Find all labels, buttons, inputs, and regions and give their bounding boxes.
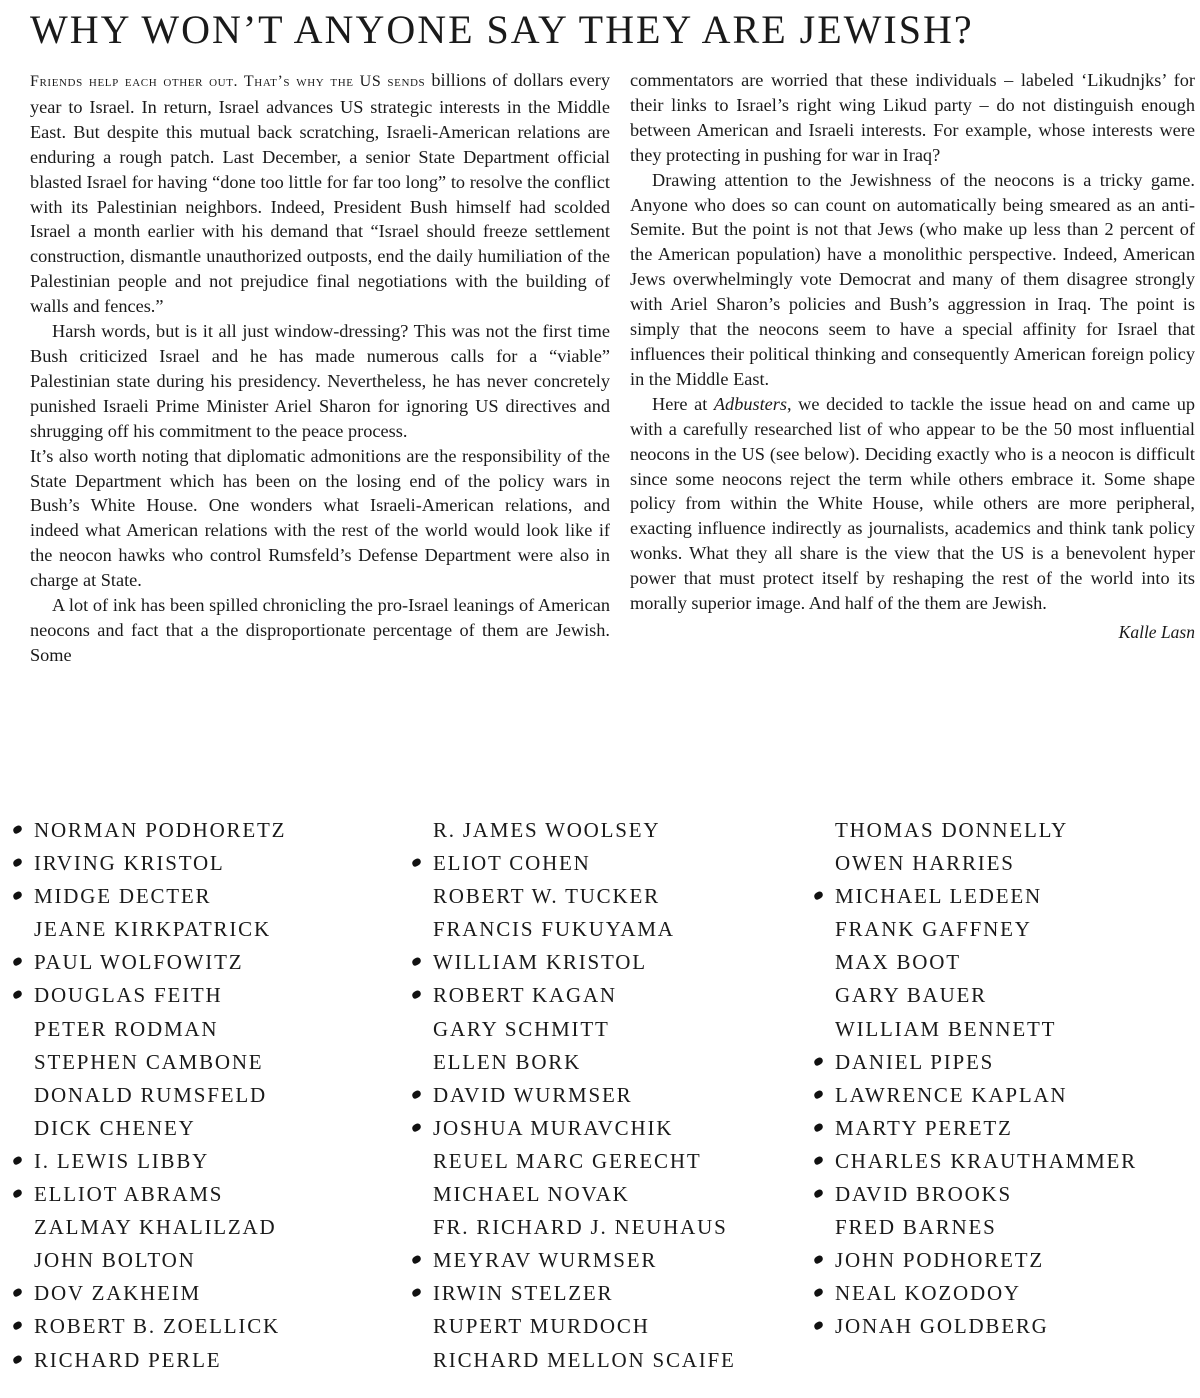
name-list-item [34,1145,286,1178]
person-name: MIDGE DECTER [34,884,212,909]
handwritten-mark-icon [12,1155,23,1165]
person-name: ELIOT COHEN [433,851,591,876]
name-list-item [433,1310,736,1343]
handwritten-mark-icon [12,824,23,834]
person-name: DOUGLAS FEITH [34,983,223,1008]
handwritten-mark-icon [12,1321,23,1331]
person-name: MARTY PERETZ [835,1115,1013,1140]
article-paragraph: commentators are worried that these individuals – labeled ‘Likudnjks’ for their links to Israel’s right wing Likud party – do not distinguish enough between American and Israeli interests. For example, whose interests were they protecting in pushing for war in Iraq? [630,70,1195,165]
person-name: RUPERT MURDOCH [433,1314,650,1339]
article-body [30,68,1195,748]
person-name: RICHARD MELLON SCAIFE [433,1347,736,1372]
name-list-item [835,1046,1137,1079]
person-name: NEAL KOZODOY [835,1281,1021,1306]
person-name: JOHN PODHORETZ [835,1248,1044,1273]
person-name: I. LEWIS LIBBY [34,1148,210,1173]
article-column-right [630,68,1195,645]
name-list-item [433,1178,736,1211]
article-paragraph: A lot of ink has been spilled chronicling the pro-Israel leanings of American neocons and fact that a the disproportionate percentage of them are Jewish. Some [30,595,610,665]
person-name: DICK CHENEY [34,1115,196,1140]
name-list-item [34,913,286,946]
article-paragraph: It’s also worth noting that diplomatic admonitions are the responsibility of the State Department which has been on the losing end of the policy wars in Bush’s White House. One wonders what Israeli-American relations, and indeed what American relations with the rest of the world would look like if the neocon hawks who control Rumsfeld’s Defense Department were also in charge at State. [30,445,610,591]
name-list-item [433,1344,736,1377]
neocon-name-list [0,814,1200,1384]
name-list-item [433,880,736,913]
name-list-item [34,1344,286,1377]
person-name: FRED BARNES [835,1215,997,1240]
person-name: R. JAMES WOOLSEY [433,818,661,842]
person-name: ELLIOT ABRAMS [34,1182,224,1207]
name-list-item [433,1145,736,1178]
person-name: FRANCIS FUKUYAMA [433,917,675,942]
person-name: GARY BAUER [835,983,987,1008]
article-paragraph: Here at Adbusters, we decided to tackle the issue head on and came up with a carefully researched list of who appear to be the 50 most influential neocons in the US (see below). Deciding exactly who is a neocon is difficult since some neocons reject the term while others embrace it. Some shape policy from within the White House, while others are more peripheral, exacting influence indirectly as journalists, academics and think tank policy wonks. What they all share is the view that the US is a benevolent hyper power that must protect itself by reshaping the rest of the world into its morally superior image. And half of the them are Jewish. [630,393,1195,614]
handwritten-mark-icon [813,1188,824,1198]
person-name: JONAH GOLDBERG [835,1314,1049,1339]
person-name: OWEN HARRIES [835,851,1015,876]
name-list-item [34,1211,286,1244]
name-list-item [835,1178,1137,1211]
name-list-item [34,1310,286,1343]
name-list-item [835,880,1137,913]
name-list-item [835,1013,1137,1046]
person-name: IRVING KRISTOL [34,851,225,876]
handwritten-mark-icon [411,858,422,868]
name-list-item [433,1277,736,1310]
name-list-item [34,1046,286,1079]
page-title: WHY WON’T ANYONE SAY THEY ARE JEWISH? [30,7,974,52]
person-name: ROBERT KAGAN [433,983,617,1008]
name-list-item [34,979,286,1012]
name-list-item [34,946,286,979]
name-list-item [433,1079,736,1112]
person-name: DOV ZAKHEIM [34,1281,201,1306]
person-name: CHARLES KRAUTHAMMER [835,1148,1137,1173]
name-list-item [34,1178,286,1211]
handwritten-mark-icon [12,891,23,901]
person-name: STEPHEN CAMBONE [34,1049,264,1074]
person-name: IRWIN STELZER [433,1281,614,1306]
name-list-item [835,1244,1137,1277]
person-name: FR. RICHARD J. NEUHAUS [433,1215,728,1240]
person-name: THOMAS DONNELLY [835,818,1069,842]
person-name: MAX BOOT [835,950,961,975]
name-list-item [433,1244,736,1277]
person-name: NORMAN PODHORETZ [34,818,287,842]
name-list-item [835,1211,1137,1244]
handwritten-mark-icon [411,1089,422,1099]
person-name: MICHAEL LEDEEN [835,884,1042,909]
person-name: JEANE KIRKPATRICK [34,917,271,942]
person-name: PAUL WOLFOWITZ [34,950,244,975]
person-name: LAWRENCE KAPLAN [835,1082,1068,1107]
magazine-name: Adbusters [713,393,788,414]
name-list-item [433,913,736,946]
handwritten-mark-icon [813,1321,824,1331]
name-list-item [433,946,736,979]
handwritten-mark-icon [12,990,23,1000]
name-column-3 [835,814,1137,1344]
person-name: JOSHUA MURAVCHIK [433,1115,674,1140]
handwritten-mark-icon [813,1288,824,1298]
person-name: ROBERT B. ZOELLICK [34,1314,280,1339]
person-name: PETER RODMAN [34,1016,219,1041]
person-name: DONALD RUMSFELD [34,1082,267,1107]
handwritten-mark-icon [813,1155,824,1165]
name-list-item [433,979,736,1012]
person-name: JOHN BOLTON [34,1248,196,1273]
person-name: WILLIAM BENNETT [835,1016,1057,1041]
article-paragraph: Harsh words, but is it all just window-dressing? This was not the first time Bush criticized Israel and he has made numerous calls for a “viable” Palestinian state during his presidency. Nevertheless, he has never concretely punished Israeli Prime Minister Ariel Sharon for ignoring US directives and shrugging off his commitment to the peace process. [30,321,610,441]
name-list-item [835,1277,1137,1310]
person-name: FRANK GAFFNEY [835,917,1032,942]
handwritten-mark-icon [411,957,422,967]
name-list-item [34,1112,286,1145]
name-list-item [835,1112,1137,1145]
name-list-item [433,1013,736,1046]
person-name: GARY SCHMITT [433,1016,610,1041]
person-name: WILLIAM KRISTOL [433,950,647,975]
name-list-item [835,1310,1137,1343]
name-list-item [835,979,1137,1012]
name-list-item [835,913,1137,946]
handwritten-mark-icon [813,1056,824,1066]
handwritten-mark-icon [813,1122,824,1132]
name-list-item [34,847,286,880]
handwritten-mark-icon [411,1255,422,1265]
person-name: RICHARD PERLE [34,1347,222,1372]
handwritten-mark-icon [813,1255,824,1265]
person-name: REUEL MARC GERECHT [433,1148,702,1173]
name-list-item [34,880,286,913]
author-signature: Kalle Lasn [1118,621,1195,642]
name-list-item [433,1211,736,1244]
handwritten-mark-icon [12,957,23,967]
person-name: DAVID BROOKS [835,1182,1012,1207]
name-list-item [835,1079,1137,1112]
name-list-item [433,1046,736,1079]
handwritten-mark-icon [411,990,422,1000]
person-name: ZALMAY KHALILZAD [34,1215,277,1240]
name-list-item [433,847,736,880]
handwritten-mark-icon [411,1288,422,1298]
name-list-item [34,1079,286,1112]
name-list-item [835,1145,1137,1178]
handwritten-mark-icon [12,1354,23,1364]
handwritten-mark-icon [813,891,824,901]
handwritten-mark-icon [411,1122,422,1132]
person-name: DANIEL PIPES [835,1049,995,1074]
handwritten-mark-icon [813,1089,824,1099]
person-name: ELLEN BORK [433,1049,582,1074]
name-column-2 [433,814,736,1377]
lead-in: Friends help each other out. That’s why the US sends [30,73,426,90]
article-paragraph: Drawing attention to the Jewishness of the neocons is a tricky game. Anyone who does so can count on automatically being smeared as an anti-Semite. But the point is not that Jews (who make up less than 2 percent of the American population) have a monolithic perspective. Indeed, American Jews overwhelmingly vote Democrat and many of them disagree strongly with Ariel Sharon’s policies and Bush’s aggression in Iraq. The point is simply that the neocons seem to have a special affinity for Israel that influences their political thinking and consequently American foreign policy in the Middle East. [630,169,1195,389]
name-list-item [34,1244,286,1277]
name-list-item [835,814,1137,847]
handwritten-mark-icon [12,1288,23,1298]
person-name: MICHAEL NOVAK [433,1182,630,1207]
person-name: ROBERT W. TUCKER [433,884,660,909]
name-list-item [835,946,1137,979]
article-paragraph: Friends help each other out. That’s why the US sends billions of dollars every year to Israel. In return, Israel advances US strategic interests in the Middle East. But despite this mutual back scratching, Israeli-American relations are enduring a rough patch. Last December, a senior State Department official blasted Israel for having “done too little for far too long” to resolve the conflict with its Palestinian neighbors. Indeed, President Bush himself had scolded Israel a month earlier with his demand that “Israel should freeze settlement construction, dismantle unauthorized outposts, end the daily humiliation of the Palestinian people and not prejudice final negotiations with the building of walls and fences.” [30,70,610,317]
name-list-item [34,1013,286,1046]
article-column-left [30,68,610,668]
person-name: DAVID WURMSER [433,1082,633,1107]
handwritten-mark-icon [12,1188,23,1198]
name-list-item [433,814,736,847]
name-list-item [433,1112,736,1145]
name-list-item [34,814,286,847]
person-name: MEYRAV WURMSER [433,1248,658,1273]
name-column-1 [34,814,286,1377]
name-list-item [34,1277,286,1310]
handwritten-mark-icon [12,858,23,868]
name-list-item [835,847,1137,880]
